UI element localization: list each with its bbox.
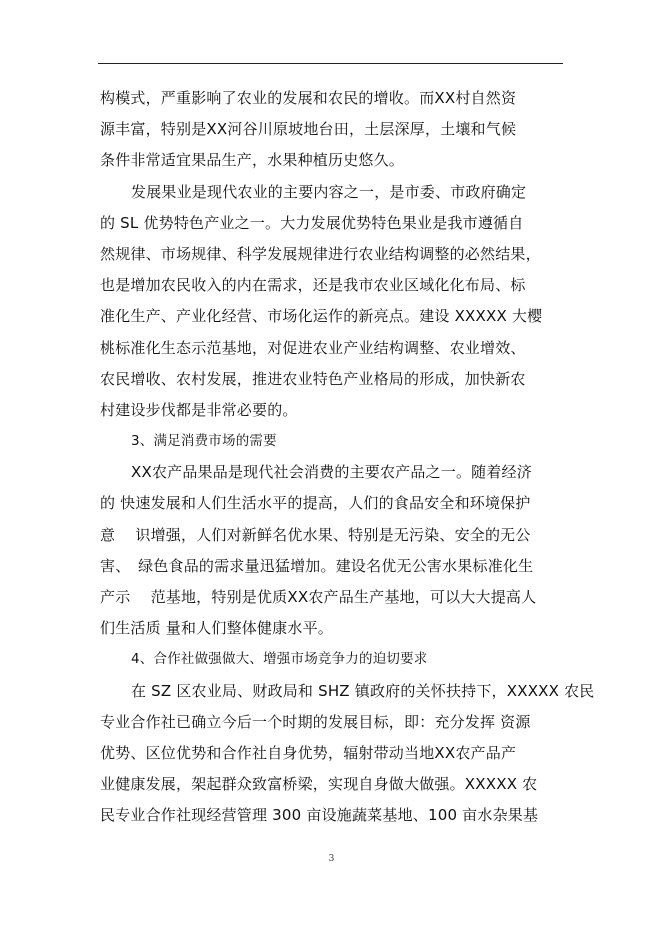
text-line: 产示 范基地，特别是优质XX农产品生产基地，可以大大提高人 bbox=[100, 588, 537, 606]
text-line: 村建设步伐都是非常必要的。 bbox=[100, 400, 298, 419]
header-rule bbox=[98, 63, 563, 64]
document-body bbox=[100, 83, 595, 832]
page-number: 3 bbox=[328, 854, 335, 864]
text-line: 在 SZ 区农业局、财政局和 SHZ 镇政府的关怀扶持下，XXXXX 农民 bbox=[131, 681, 595, 700]
text-line: 条件非常适宜果品生产，水果种植历史悠久。 bbox=[100, 151, 405, 170]
text-line: 源丰富，特别是XX河谷川原坡地台田，土层深厚，土壤和气候 bbox=[100, 120, 517, 139]
text-line: 发展果业是现代农业的主要内容之一，是市委、市政府确定 bbox=[131, 182, 527, 201]
text-line: 构模式，严重影响了农业的发展和农民的增收。而XX村自然资 bbox=[100, 89, 517, 107]
text-line: 的 快速发展和人们生活水平的提高，人们的食品安全和环境保护 bbox=[100, 494, 531, 513]
text-line: 业健康发展，架起群众致富桥梁，实现自身做大做强。XXXXX 农 bbox=[100, 775, 538, 794]
text-line: 准化生产、产业化经营、市场化运作的新亮点。建设 XXXXX 大樱 bbox=[100, 307, 543, 326]
text-line: XX农产品果品是现代社会消费的主要农产品之一。随着经济 bbox=[131, 463, 532, 482]
text-line: 农民增收、农村发展，推进农业特色产业格局的形成，加快新农 bbox=[100, 369, 526, 388]
text-line: 害、 绿色食品的需求量迅猛增加。建设名优无公害水果标准化生 bbox=[100, 556, 534, 575]
text-line: 民专业合作社现经营管理 300 亩设施蔬菜基地、100 亩水杂果基 bbox=[100, 806, 539, 825]
text-line: 也是增加农民收入的内在需求，还是我市农业区域化化布局、标 bbox=[100, 276, 526, 295]
text-line: 专业合作社已确立今后一个时期的发展目标，即：充分发挥 资源 bbox=[100, 712, 531, 731]
text-line: 优势、区位优势和合作社自身优势，辐射带动当地XX农产品产 bbox=[100, 743, 517, 762]
section-heading: 4、合作社做强做大、增强市场竞争力的迫切要求 bbox=[131, 651, 428, 668]
text-line: 意 识增强，人们对新鲜名优水果、特别是无污染、安全的无公 bbox=[100, 525, 531, 544]
text-line: 的 SL 优势特色产业之一。大力发展优势特色果业是我市遵循自 bbox=[100, 213, 524, 232]
text-line: 们生活质 量和人们整体健康水平。 bbox=[100, 619, 333, 638]
text-line: 桃标准化生态示范基地，对促进农业产业结构调整、农业增效、 bbox=[100, 338, 526, 357]
section-heading: 3、满足消费市场的需要 bbox=[131, 433, 277, 450]
text-line: 然规律、市场规律、科学发展规律进行农业结构调整的必然结果， bbox=[100, 244, 541, 263]
